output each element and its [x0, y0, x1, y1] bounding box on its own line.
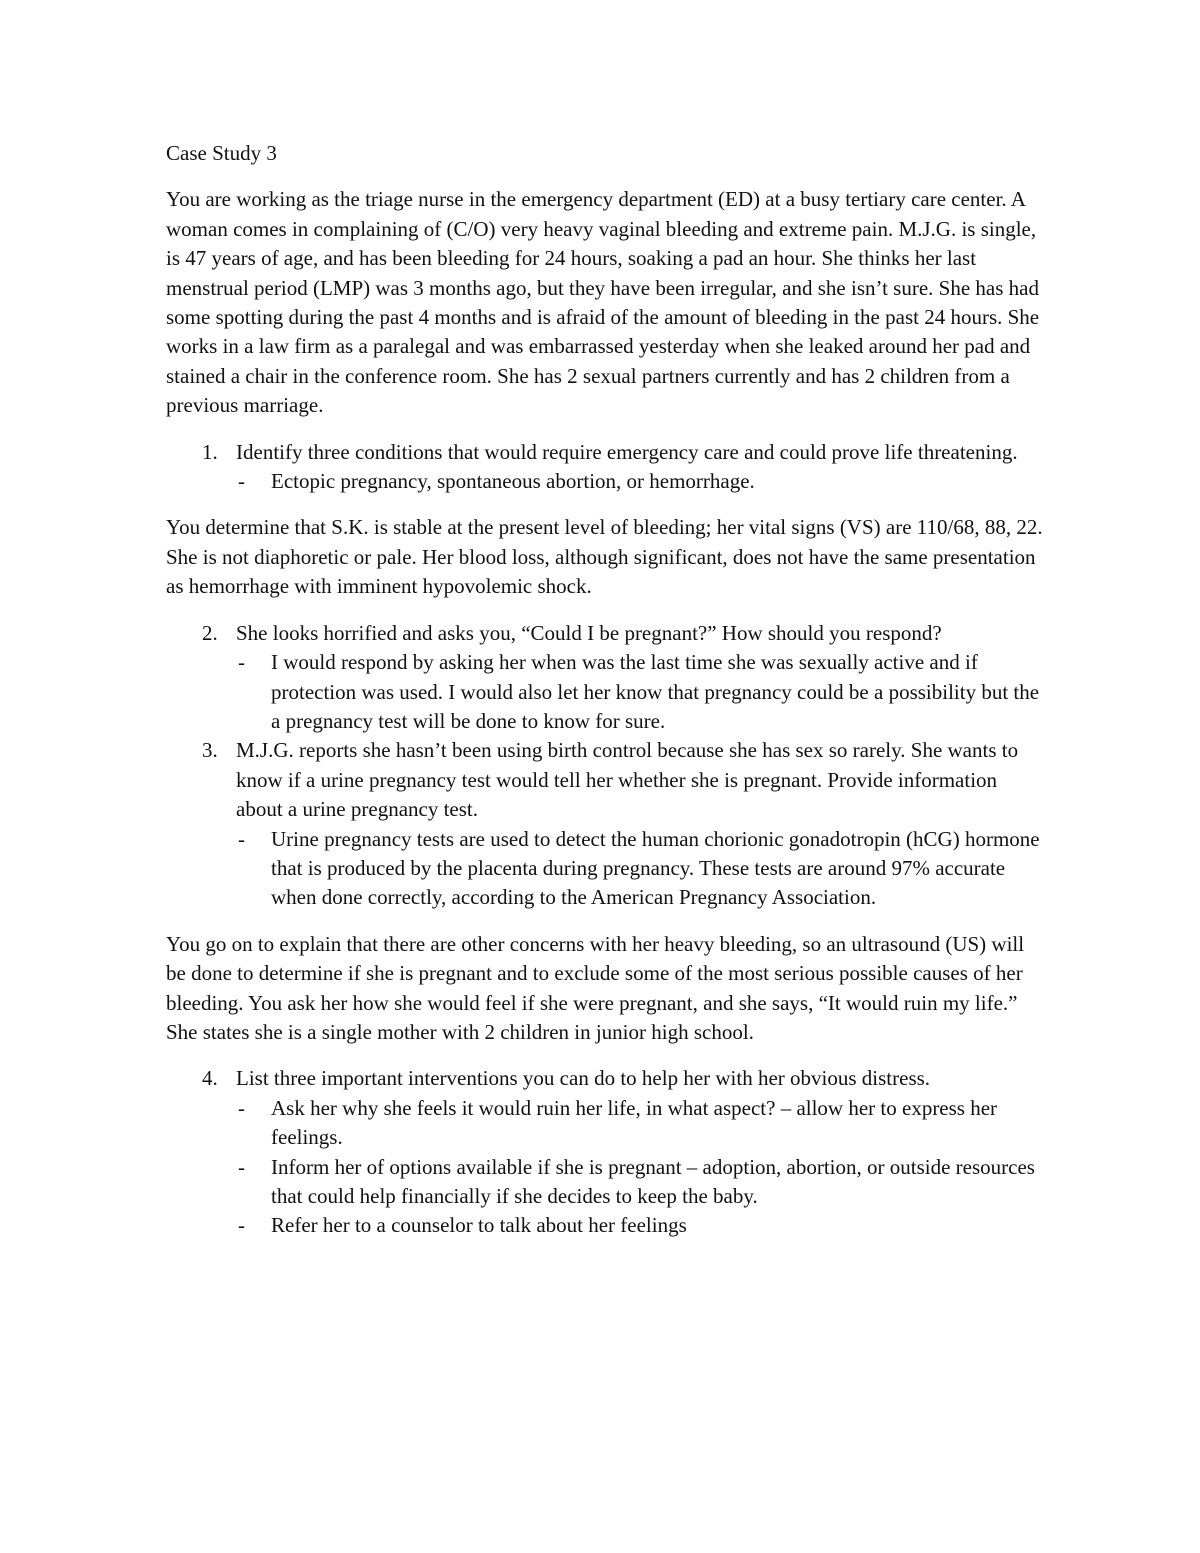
answer-item [236, 1211, 1046, 1240]
question-list-2 [166, 619, 1046, 913]
dash-bullet: - [238, 1154, 245, 1179]
dash-bullet: - [238, 826, 245, 851]
dash-bullet: - [238, 650, 245, 675]
question-number: 2. [202, 620, 218, 645]
question-number: 1. [202, 439, 218, 464]
answer-item [236, 825, 1046, 913]
answer-list [236, 467, 1046, 496]
question-list-3 [166, 1064, 1046, 1240]
document-title: Case Study 3 [166, 141, 277, 165]
answer-item [236, 648, 1046, 736]
answer-list [236, 1094, 1046, 1241]
question-text: M.J.G. reports she hasn’t been using birth control because she has sex so rarely. She wants to know if a urine pregnancy test would tell her whether she is pregnant. Provide information about a urine pregnancy test. [236, 738, 1019, 822]
answer-text: Ectopic pregnancy, spontaneous abortion, or hemorrhage. [271, 469, 755, 494]
ultrasound-paragraph: You go on to explain that there are other concerns with her heavy bleeding, so an ultrasound (US) will be done to determine if she is pregnant and to exclude some of the most serious possible causes of her bleeding. You ask her how she would feel if she were pregnant, and she says, “It would ruin my life.” She states she is a single mother with 2 children in junior high school. [166, 931, 1025, 1044]
answer-text: I would respond by asking her when was the last time she was sexually active and if protection was used. I would also let her know that pregnancy could be a possibility but the a pregnancy test will be done to know for sure. [271, 650, 1040, 733]
case-intro-paragraph: You are working as the triage nurse in the emergency department (ED) at a busy tertiary care center. A woman comes in complaining of (C/O) very heavy vaginal bleeding and extreme pain. M.J.G. is single, is 47 years of age, and has been bleeding for 24 hours, soaking a pad an hour. She thinks her last menstrual period (LMP) was 3 months ago, but they have been irregular, and she isn’t sure. She has had some spotting during the past 4 months and is afraid of the amount of bleeding in the past 24 hours. She works in a law firm as a paralegal and was embarrassed yesterday when she leaked around her pad and stained a chair in the conference room. She has 2 sexual partners currently and has 2 children from a previous marriage. [166, 187, 1040, 418]
question-list-1 [166, 438, 1046, 497]
dash-bullet: - [238, 1213, 245, 1238]
dash-bullet: - [238, 1095, 245, 1120]
answer-text: Refer her to a counselor to talk about her feelings [271, 1213, 687, 1238]
answer-text: Inform her of options available if she is pregnant – adoption, abortion, or outside resources that could help financially if she decides to keep the baby. [271, 1154, 1035, 1208]
question-number: 4. [202, 1066, 218, 1091]
vital-signs-paragraph: You determine that S.K. is stable at the present level of bleeding; her vital signs (VS) are 110/68, 88, 22. She is not diaphoretic or pale. Her blood loss, although significant, does not have the same presentation as hemorrhage with imminent hypovolemic shock. [166, 515, 1043, 599]
answer-item [236, 1094, 1046, 1153]
answer-list [236, 648, 1046, 736]
dash-bullet: - [238, 469, 245, 494]
question-item [166, 1064, 1046, 1240]
answer-list [236, 825, 1046, 913]
answer-text: Ask her why she feels it would ruin her life, in what aspect? – allow her to express her feelings. [271, 1095, 998, 1150]
answer-text: Urine pregnancy tests are used to detect the human chorionic gonadotropin (hCG) hormone that is produced by the placenta during pregnancy. These tests are around 97% accurate when done correctly, according to the American Pregnancy Association. [271, 826, 1040, 910]
answer-item [236, 1153, 1046, 1212]
question-text: She looks horrified and asks you, “Could I be pregnant?” How should you respond? [236, 620, 942, 645]
question-item [166, 438, 1046, 497]
question-item [166, 619, 1046, 737]
document-page [166, 139, 1046, 1258]
answer-item [236, 467, 1046, 496]
question-item [166, 736, 1046, 912]
question-text: List three important interventions you can do to help her with her obvious distress. [236, 1066, 931, 1091]
question-text: Identify three conditions that would require emergency care and could prove life threatening. [236, 439, 1018, 464]
question-number: 3. [202, 738, 218, 763]
